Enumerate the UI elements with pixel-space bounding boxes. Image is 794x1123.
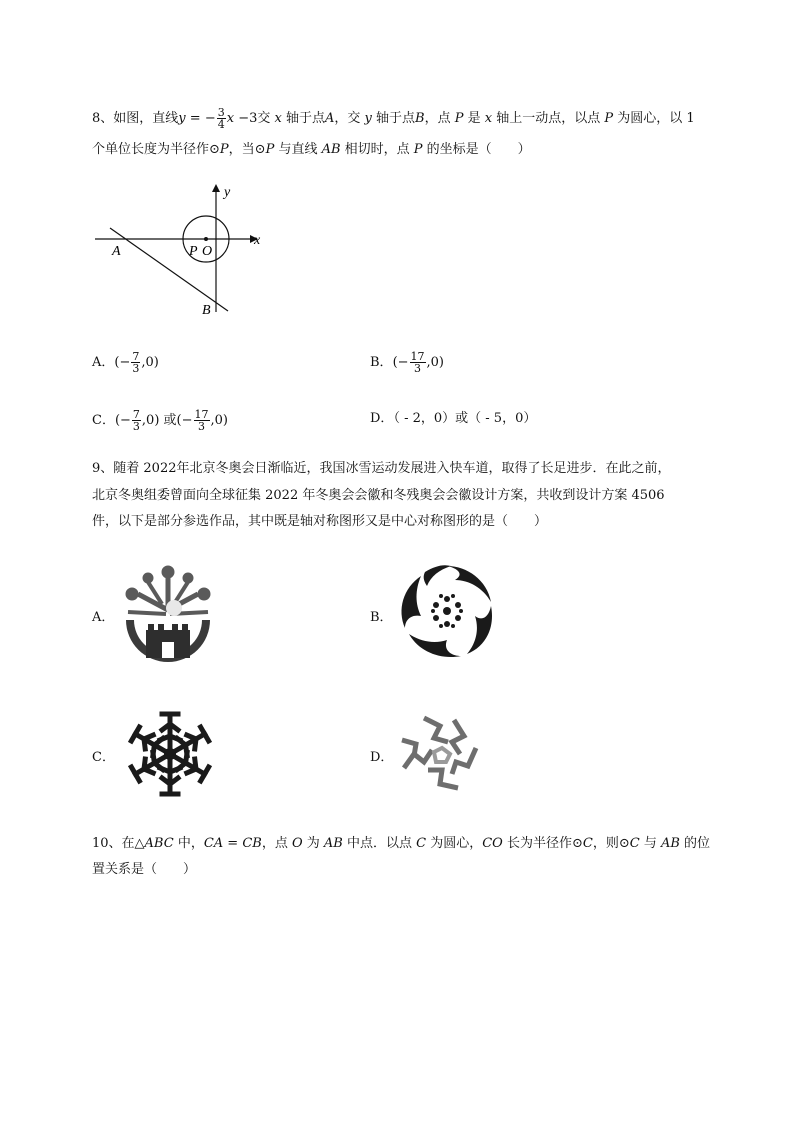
q8-line2: 个单位长度为半径作⊙P，当⊙P 与直线 AB 相切时，点 P 的坐标是（ ）	[92, 142, 531, 157]
q8-option-c[interactable]: C．(− $\frac{7}{3}$ ,0) 或(− $\frac{17}{3}$ ,0)	[92, 408, 228, 433]
q8-option-a[interactable]: A．(− $\frac{7}{3}$ ,0)	[92, 350, 159, 375]
q9-option-b-label[interactable]: B．	[370, 610, 393, 625]
emblem-d-image[interactable]	[394, 708, 488, 800]
q9-option-d-label[interactable]: D．	[370, 750, 394, 765]
q10-line1: 10、在△ABC 中，CA = CB，点 O 为 AB 中点．以点 C 为圆心，CO 长为半径作⊙C，则⊙C 与 AB 的位	[92, 836, 711, 851]
line-ab	[110, 228, 228, 311]
q9-line1: 9、随着 2022年北京冬奥会日渐临近，我国冰雪运动发展进入快车道，取得了长足进步．在此之前，	[92, 461, 671, 476]
label-o: O	[202, 244, 213, 259]
label-y: y	[224, 185, 231, 200]
emblem-c-image[interactable]	[122, 706, 218, 802]
q8-number: 8、	[92, 111, 114, 126]
label-a: A	[112, 244, 121, 259]
fraction-3-4: $\frac{3}{4}$	[217, 106, 225, 131]
q9-option-a-label[interactable]: A．	[92, 610, 115, 625]
q9-line3: 件，以下是部分参选作品，其中既是轴对称图形又是中心对称图形的是（ ）	[92, 514, 548, 529]
point-p	[204, 237, 208, 241]
label-x: x	[254, 233, 261, 248]
q8-option-d[interactable]: D．（ - 2，0）或（ - 5，0）	[370, 411, 537, 426]
q8-option-b[interactable]: B．(− $\frac{17}{3}$ ,0)	[370, 350, 445, 375]
q10-line2: 置关系是（ ）	[92, 862, 197, 877]
q9-option-c-label[interactable]: C．	[92, 750, 115, 765]
y-axis-arrow	[212, 184, 220, 192]
q8-line1: 8、如图，直线y = − $\frac{3}{4}$ x −3交 x 轴于点A，交 y 轴于点B，点 P 是 x 轴上一动点，以点 P 为圆心，以 1	[92, 106, 695, 131]
q8-coordinate-figure	[90, 180, 280, 320]
emblem-b-image[interactable]	[395, 562, 499, 660]
q9-line2: 北京冬奥组委曾面向全球征集 2022 年冬奥会会徽和冬残奥会会徽设计方案，共收到设计方案 4506	[92, 488, 665, 503]
emblem-a-image[interactable]	[118, 560, 218, 664]
label-p: P	[189, 244, 198, 259]
label-b: B	[202, 303, 211, 318]
